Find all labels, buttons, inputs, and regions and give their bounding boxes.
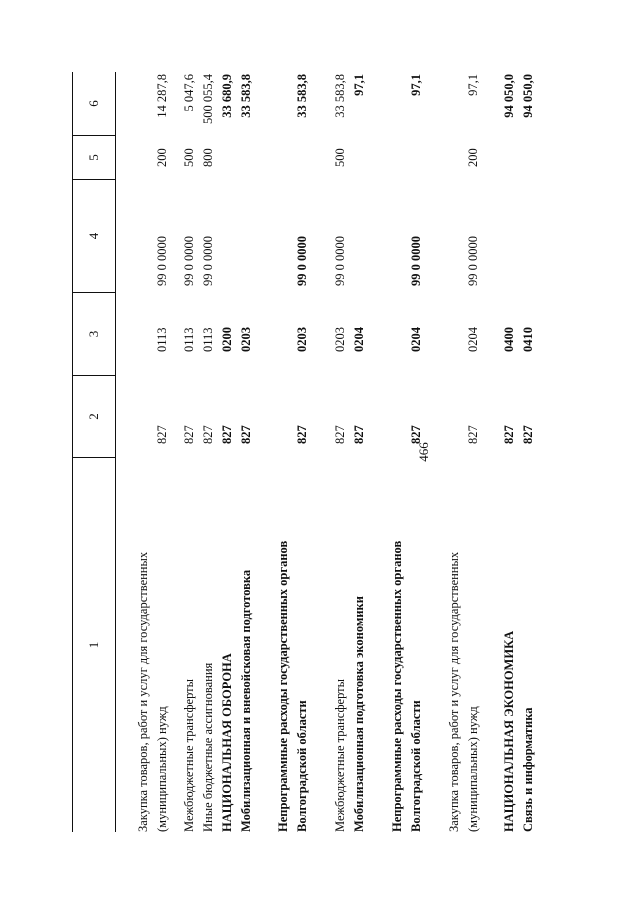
row-section: 0204 [466, 327, 480, 352]
row-amount: 33 680,9 [220, 74, 234, 118]
row-code: 827 [521, 425, 535, 444]
row-name: Межбюджетные трансферты [182, 678, 196, 832]
row-name: Межбюджетные трансферты [333, 678, 347, 832]
row-code: 827 [155, 425, 169, 444]
row-type: 200 [466, 148, 480, 167]
row-target: 99 0 0000 [333, 236, 347, 286]
row-name: Закупка товаров, работ и услуг для государственных (муниципальных) нужд [447, 551, 480, 832]
budget-table [72, 72, 542, 832]
row-target: 99 0 0000 [155, 236, 169, 286]
row-target: 99 0 0000 [182, 236, 196, 286]
header-col-3: 3 [73, 292, 115, 375]
table-header [72, 72, 116, 832]
row-name: Связь и информатика [521, 707, 535, 832]
row-section: 0203 [295, 327, 309, 352]
header-col-1: 1 [73, 457, 115, 832]
row-section: 0204 [352, 327, 366, 352]
row-code: 827 [466, 425, 480, 444]
row-section: 0113 [201, 327, 215, 352]
row-amount: 97,1 [466, 74, 480, 96]
row-amount: 33 583,8 [333, 74, 347, 118]
row-section: 0203 [333, 327, 347, 352]
row-amount: 94 050,0 [502, 74, 516, 118]
row-code: 827 [502, 425, 516, 444]
row-target: 99 0 0000 [466, 236, 480, 286]
header-col-5: 5 [73, 135, 115, 179]
row-type: 800 [201, 148, 215, 167]
row-code: 827 [182, 425, 196, 444]
row-amount: 33 583,8 [239, 74, 253, 118]
header-col-4: 4 [73, 179, 115, 292]
header-col-6: 6 [86, 100, 101, 107]
row-code: 827 [333, 425, 347, 444]
row-section: 0113 [182, 327, 196, 352]
row-name: Иные бюджетные ассигнования [201, 662, 215, 832]
row-amount: 97,1 [352, 74, 366, 96]
row-code: 827 [201, 425, 215, 444]
row-name: НАЦИОНАЛЬНАЯ ОБОРОНА [220, 653, 234, 832]
row-type: 500 [333, 148, 347, 167]
row-target: 99 0 0000 [201, 236, 215, 286]
row-amount: 14 287,8 [155, 74, 169, 118]
row-code: 827 [220, 425, 234, 444]
row-section: 0203 [239, 327, 253, 352]
row-name: Закупка товаров, работ и услуг для государственных (муниципальных) нужд [136, 551, 169, 832]
row-code: 827 [295, 425, 309, 444]
row-name: Непрограммные расходы государственных органов Волгоградской области [390, 540, 423, 832]
row-code: 827 [239, 425, 253, 444]
row-name: Мобилизационная и вневойсковая подготовка [239, 569, 253, 832]
row-amount: 5 047,6 [182, 74, 196, 112]
row-name: НАЦИОНАЛЬНАЯ ЭКОНОМИКА [502, 630, 516, 832]
row-section: 0204 [409, 327, 423, 352]
row-code: 827 [409, 425, 423, 444]
row-name: Непрограммные расходы государственных органов Волгоградской области [276, 540, 309, 832]
row-type: 500 [182, 148, 196, 167]
row-amount: 500 055,4 [201, 74, 215, 124]
row-amount: 97,1 [409, 74, 423, 96]
row-type: 200 [155, 148, 169, 167]
row-section: 0113 [155, 327, 169, 352]
row-target: 99 0 0000 [295, 236, 309, 286]
header-col-2: 2 [73, 375, 115, 457]
row-target: 99 0 0000 [409, 236, 423, 286]
row-name: Мобилизационная подготовка экономики [352, 596, 366, 832]
row-amount: 33 583,8 [295, 74, 309, 118]
row-section: 0410 [521, 327, 535, 352]
row-amount: 94 050,0 [521, 74, 535, 118]
row-section: 0200 [220, 327, 234, 352]
row-code: 827 [352, 425, 366, 444]
page-number: 466 [416, 442, 431, 462]
row-section: 0400 [502, 327, 516, 352]
